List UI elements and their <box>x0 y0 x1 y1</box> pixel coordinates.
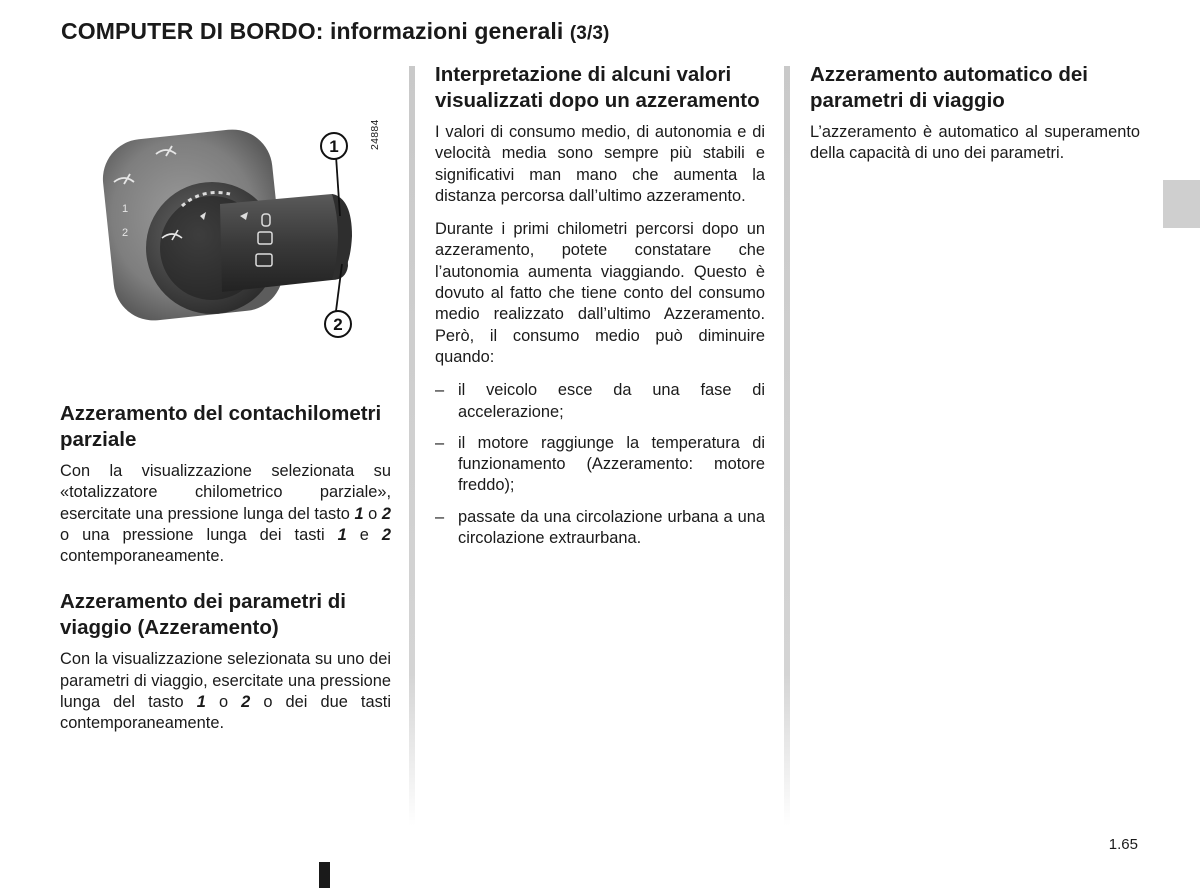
column-2 <box>435 62 765 559</box>
section-paragraph: L’azzeramento è automatico al superamento della capacità di uno dei parametri. <box>810 123 1140 163</box>
section-paragraph: Durante i primi chilometri percorsi dopo un azzeramento, potete constatare che l’autonomia aumenta viaggiando. Questo è dovuto al fatto che tiene conto del consumo medio realizzato dall’ultimo Azzeramento. Però, il consumo medio può diminuire quando: <box>435 220 765 366</box>
section-heading: Azzeramento automatico dei parametri di viaggio <box>810 63 1088 112</box>
stalk-label-1: 1 <box>122 203 129 215</box>
svg-text:2: 2 <box>333 315 343 334</box>
bottom-marker <box>319 862 330 888</box>
list-item: – il motore raggiunge la temperatura di funzionamento (Azzeramento: motore freddo); <box>435 433 765 495</box>
page-number: 1.65 <box>1108 836 1138 853</box>
page-title <box>61 18 609 45</box>
page-title-sub: (3/3) <box>569 23 610 44</box>
section-heading: Azzeramento dei parametri di viaggio (Azzeramento) <box>60 590 346 639</box>
stalk-body <box>220 194 348 292</box>
wiper-stalk-illustration <box>100 66 400 366</box>
column-divider <box>784 66 790 826</box>
section-paragraph: Con la visualizzazione selezionata su «totalizzatore chilometrico parziale», esercitate una pressione lunga del tasto 1 o 2 o una pressione lunga dei tasti 1 e 2 contemporaneamente. <box>60 462 391 566</box>
key-ref: 1 <box>337 525 347 544</box>
section-paragraph: I valori di consumo medio, di autonomia e di velocità media sono sempre più stabili e significativi man mano che aumenta la distanza percorsa dall’ultimo azzeramento. <box>435 123 765 205</box>
column-1 <box>60 401 391 747</box>
list-item: – passate da una circolazione urbana a una circolazione extraurbana. <box>435 507 765 548</box>
callout-2 <box>325 311 351 337</box>
key-ref: 1 <box>354 504 364 523</box>
callout-1 <box>321 133 347 159</box>
key-ref: 2 <box>381 525 391 544</box>
section-heading: Interpretazione di alcuni valori visualizzati dopo un azzeramento <box>435 63 760 112</box>
list-item: – il veicolo esce da una fase di accelerazione; <box>435 381 765 421</box>
svg-text:1: 1 <box>329 137 339 156</box>
chapter-thumb-tab <box>1163 180 1200 228</box>
dash-list <box>435 380 765 549</box>
section-paragraph: Con la visualizzazione selezionata su uno dei parametri di viaggio, esercitate una pressione lunga del tasto 1 o 2 o dei due tasti contemporaneamente. <box>60 650 391 733</box>
page-title-main: COMPUTER DI BORDO: informazioni generali <box>61 18 564 44</box>
section-heading: Azzeramento del contachilometri parziale <box>60 402 382 451</box>
key-ref: 2 <box>241 693 251 712</box>
key-ref: 2 <box>381 504 391 523</box>
column-divider <box>409 66 415 826</box>
key-ref: 1 <box>196 693 206 712</box>
column-3 <box>810 62 1140 177</box>
figure-code: 24884 <box>369 119 381 150</box>
stalk-label-2: 2 <box>122 227 129 239</box>
